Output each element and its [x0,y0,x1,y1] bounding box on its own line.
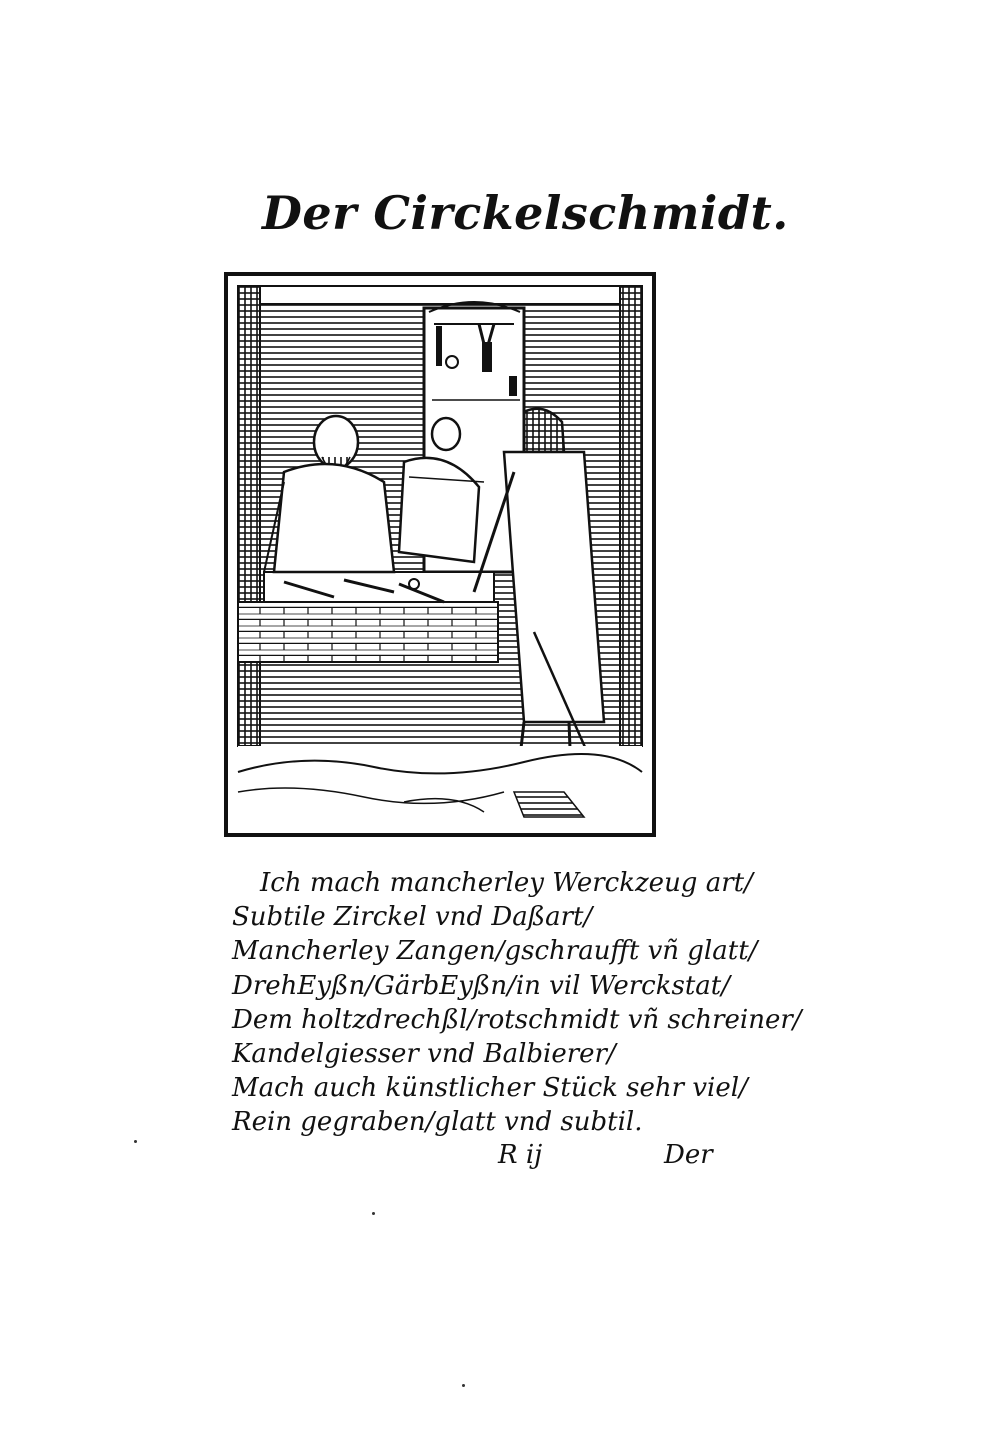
verse-line: Rein gegraben/glatt vnd subtil. [232,1107,643,1138]
verse-line: Mach auch künstlicher Stück sehr viel/ [232,1073,748,1104]
ink-speck [134,1140,137,1143]
page-title: Der Circkelschmidt. [262,186,789,240]
signature-mark: R ij [498,1140,543,1170]
verse-line: Ich mach mancherley Werckzeug art/ [260,868,753,898]
ink-speck [372,1212,375,1215]
catchword: Der [664,1140,713,1170]
verse-line: Dem holtzdrechßl/rotschmidt vñ schreiner/ [232,1004,802,1035]
verse-line: Kandelgiesser vnd Balbierer/ [232,1039,616,1070]
woodcut-illustration [224,272,656,837]
verse-line: Mancherley Zangen/gschraufft vñ glatt/ [232,936,758,967]
verse-line: DrehEyßn/GärbEyßn/in vil Werckstat/ [232,970,730,1001]
verse-line: Subtile Zirckel vnd Daßart/ [232,902,593,933]
ink-speck [462,1384,465,1387]
verse-block [232,866,802,1140]
